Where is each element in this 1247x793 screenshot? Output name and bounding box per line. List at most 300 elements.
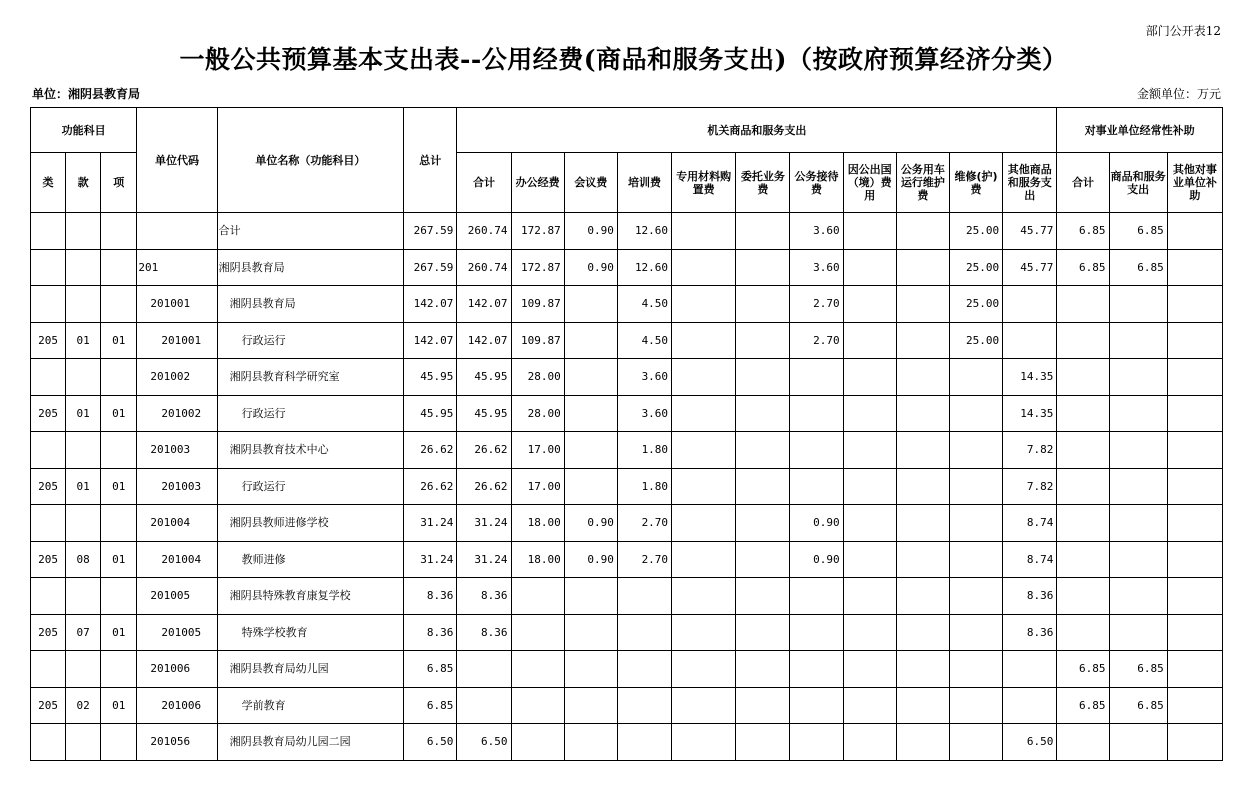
cell-sub-goods: 6.85 — [1109, 651, 1167, 688]
cell-commission — [736, 687, 790, 724]
cell-training: 12.60 — [617, 249, 671, 286]
cell-office — [511, 651, 564, 688]
cell-other: 8.36 — [1003, 578, 1057, 615]
cell-heji: 26.62 — [457, 468, 511, 505]
cell-materials — [672, 395, 736, 432]
header-unit-name: 单位名称（功能科目） — [217, 108, 404, 213]
header-repair: 维修(护)费 — [949, 153, 1002, 213]
cell-code: 201002 — [137, 395, 217, 432]
money-unit-label: 金额单位：万元 — [1136, 87, 1221, 101]
cell-code: 201006 — [137, 651, 217, 688]
cell-training: 2.70 — [617, 505, 671, 542]
cell-heji: 142.07 — [457, 286, 511, 323]
cell-repair: 25.00 — [949, 322, 1002, 359]
cell-xiang — [101, 359, 137, 396]
table-row — [31, 687, 1223, 724]
cell-commission — [736, 724, 790, 761]
table-row — [31, 505, 1223, 542]
table-row — [31, 541, 1223, 578]
cell-name: 行政运行 — [217, 395, 404, 432]
cell-xiang — [101, 578, 137, 615]
cell-meeting: 0.90 — [564, 541, 617, 578]
cell-sub-other — [1167, 541, 1222, 578]
cell-reception: 3.60 — [790, 249, 843, 286]
cell-abroad — [843, 724, 896, 761]
cell-xiang — [101, 286, 137, 323]
cell-vehicle — [896, 468, 949, 505]
cell-xiang — [101, 249, 137, 286]
cell-office: 18.00 — [511, 541, 564, 578]
cell-meeting — [564, 432, 617, 469]
cell-sub-other — [1167, 578, 1222, 615]
cell-office: 109.87 — [511, 286, 564, 323]
cell-commission — [736, 249, 790, 286]
cell-meeting: 0.90 — [564, 249, 617, 286]
cell-total: 142.07 — [404, 286, 457, 323]
cell-xiang: 01 — [101, 322, 137, 359]
cell-code: 201002 — [137, 359, 217, 396]
header-training: 培训费 — [617, 153, 671, 213]
cell-sub-other — [1167, 395, 1222, 432]
table-row — [31, 614, 1223, 651]
cell-meeting — [564, 468, 617, 505]
budget-table — [30, 107, 1223, 761]
header-sub-goods: 商品和服务支出 — [1109, 153, 1167, 213]
cell-total: 267.59 — [404, 249, 457, 286]
cell-materials — [672, 541, 736, 578]
cell-office: 172.87 — [511, 213, 564, 250]
cell-training: 3.60 — [617, 359, 671, 396]
cell-other: 7.82 — [1003, 432, 1057, 469]
cell-code: 201005 — [137, 578, 217, 615]
cell-materials — [672, 213, 736, 250]
cell-xiang: 01 — [101, 687, 137, 724]
table-row — [31, 249, 1223, 286]
cell-reception — [790, 468, 843, 505]
cell-vehicle — [896, 322, 949, 359]
cell-heji: 260.74 — [457, 213, 511, 250]
cell-other: 45.77 — [1003, 213, 1057, 250]
cell-reception — [790, 395, 843, 432]
cell-other — [1003, 651, 1057, 688]
cell-meeting: 0.90 — [564, 505, 617, 542]
table-row — [31, 432, 1223, 469]
cell-reception — [790, 359, 843, 396]
cell-abroad — [843, 249, 896, 286]
cell-training — [617, 687, 671, 724]
cell-kuan — [66, 432, 101, 469]
cell-kuan — [66, 578, 101, 615]
cell-xiang — [101, 432, 137, 469]
cell-commission — [736, 541, 790, 578]
cell-name: 合计 — [217, 213, 404, 250]
cell-training — [617, 651, 671, 688]
cell-code: 201004 — [137, 505, 217, 542]
cell-repair — [949, 395, 1002, 432]
cell-code: 201 — [137, 249, 217, 286]
cell-training: 3.60 — [617, 395, 671, 432]
cell-reception — [790, 614, 843, 651]
cell-heji: 31.24 — [457, 541, 511, 578]
cell-code: 201004 — [137, 541, 217, 578]
cell-total: 26.62 — [404, 432, 457, 469]
cell-vehicle — [896, 395, 949, 432]
cell-other: 45.77 — [1003, 249, 1057, 286]
cell-abroad — [843, 614, 896, 651]
header-office: 办公经费 — [511, 153, 564, 213]
cell-other — [1003, 687, 1057, 724]
cell-office: 18.00 — [511, 505, 564, 542]
cell-lei — [31, 505, 66, 542]
cell-other — [1003, 322, 1057, 359]
table-row — [31, 359, 1223, 396]
header-agency-goods-services: 机关商品和服务支出 — [457, 108, 1057, 153]
cell-meeting — [564, 724, 617, 761]
table-row — [31, 286, 1223, 323]
cell-xiang: 01 — [101, 614, 137, 651]
cell-name: 湘阴县教师进修学校 — [217, 505, 404, 542]
cell-materials — [672, 687, 736, 724]
cell-reception: 3.60 — [790, 213, 843, 250]
cell-code — [137, 213, 217, 250]
cell-heji: 142.07 — [457, 322, 511, 359]
cell-sub-heji: 6.85 — [1057, 687, 1109, 724]
cell-vehicle — [896, 578, 949, 615]
cell-code: 201006 — [137, 687, 217, 724]
cell-office — [511, 724, 564, 761]
cell-reception — [790, 724, 843, 761]
cell-code: 201001 — [137, 286, 217, 323]
cell-repair — [949, 687, 1002, 724]
cell-abroad — [843, 286, 896, 323]
cell-sub-goods: 6.85 — [1109, 213, 1167, 250]
cell-other: 7.82 — [1003, 468, 1057, 505]
cell-kuan: 07 — [66, 614, 101, 651]
cell-materials — [672, 614, 736, 651]
cell-vehicle — [896, 359, 949, 396]
cell-name: 行政运行 — [217, 468, 404, 505]
cell-xiang — [101, 213, 137, 250]
cell-heji: 8.36 — [457, 614, 511, 651]
cell-materials — [672, 724, 736, 761]
table-row — [31, 213, 1223, 250]
cell-lei — [31, 724, 66, 761]
cell-sub-other — [1167, 724, 1222, 761]
table-row — [31, 395, 1223, 432]
cell-vehicle — [896, 505, 949, 542]
form-number: 部门公开表12 — [1145, 24, 1221, 38]
cell-other: 14.35 — [1003, 359, 1057, 396]
cell-total: 8.36 — [404, 578, 457, 615]
cell-abroad — [843, 322, 896, 359]
cell-abroad — [843, 432, 896, 469]
cell-heji — [457, 687, 511, 724]
cell-training: 12.60 — [617, 213, 671, 250]
table-row — [31, 322, 1223, 359]
cell-commission — [736, 213, 790, 250]
cell-reception: 0.90 — [790, 505, 843, 542]
header-subsidy-group: 对事业单位经常性补助 — [1057, 108, 1223, 153]
cell-sub-heji — [1057, 359, 1109, 396]
cell-sub-other — [1167, 432, 1222, 469]
cell-code: 201001 — [137, 322, 217, 359]
cell-vehicle — [896, 249, 949, 286]
cell-sub-goods — [1109, 359, 1167, 396]
cell-training: 4.50 — [617, 322, 671, 359]
cell-lei — [31, 249, 66, 286]
cell-xiang — [101, 505, 137, 542]
cell-sub-goods: 6.85 — [1109, 249, 1167, 286]
cell-abroad — [843, 468, 896, 505]
cell-sub-goods — [1109, 614, 1167, 651]
cell-lei: 205 — [31, 541, 66, 578]
cell-abroad — [843, 359, 896, 396]
cell-sub-heji — [1057, 322, 1109, 359]
cell-meeting — [564, 359, 617, 396]
cell-sub-other — [1167, 359, 1222, 396]
header-commission: 委托业务费 — [736, 153, 790, 213]
cell-reception — [790, 687, 843, 724]
cell-abroad — [843, 651, 896, 688]
cell-repair: 25.00 — [949, 249, 1002, 286]
cell-kuan — [66, 359, 101, 396]
header-abroad: 因公出国（境）费用 — [843, 153, 896, 213]
cell-meeting — [564, 286, 617, 323]
cell-commission — [736, 322, 790, 359]
cell-repair — [949, 541, 1002, 578]
cell-vehicle — [896, 614, 949, 651]
cell-repair — [949, 578, 1002, 615]
header-heji: 合计 — [457, 153, 511, 213]
cell-code: 201003 — [137, 468, 217, 505]
cell-vehicle — [896, 213, 949, 250]
cell-office — [511, 614, 564, 651]
cell-other: 14.35 — [1003, 395, 1057, 432]
cell-kuan — [66, 505, 101, 542]
cell-training: 1.80 — [617, 432, 671, 469]
cell-commission — [736, 432, 790, 469]
cell-office: 28.00 — [511, 359, 564, 396]
cell-training — [617, 724, 671, 761]
cell-sub-heji — [1057, 541, 1109, 578]
cell-lei — [31, 432, 66, 469]
cell-sub-goods — [1109, 468, 1167, 505]
cell-lei: 205 — [31, 687, 66, 724]
cell-kuan — [66, 249, 101, 286]
cell-training: 2.70 — [617, 541, 671, 578]
cell-sub-other — [1167, 322, 1222, 359]
cell-materials — [672, 359, 736, 396]
cell-kuan — [66, 724, 101, 761]
cell-sub-other — [1167, 249, 1222, 286]
cell-kuan — [66, 286, 101, 323]
cell-kuan: 08 — [66, 541, 101, 578]
cell-code: 201056 — [137, 724, 217, 761]
cell-vehicle — [896, 687, 949, 724]
cell-sub-heji — [1057, 432, 1109, 469]
cell-sub-heji — [1057, 614, 1109, 651]
cell-repair — [949, 505, 1002, 542]
page-title: 一般公共预算基本支出表--公用经费(商品和服务支出)（按政府预算经济分类） — [179, 45, 1068, 74]
cell-reception: 2.70 — [790, 322, 843, 359]
cell-repair — [949, 651, 1002, 688]
cell-name: 湘阴县教育局 — [217, 286, 404, 323]
cell-abroad — [843, 505, 896, 542]
cell-sub-heji — [1057, 505, 1109, 542]
cell-repair — [949, 468, 1002, 505]
cell-name: 湘阴县教育科学研究室 — [217, 359, 404, 396]
cell-materials — [672, 468, 736, 505]
cell-heji — [457, 651, 511, 688]
cell-xiang — [101, 651, 137, 688]
cell-abroad — [843, 687, 896, 724]
cell-reception — [790, 651, 843, 688]
cell-meeting — [564, 578, 617, 615]
header-sub-heji: 合计 — [1057, 153, 1109, 213]
cell-kuan — [66, 651, 101, 688]
table-row — [31, 578, 1223, 615]
cell-kuan — [66, 213, 101, 250]
cell-name: 湘阴县教育局 — [217, 249, 404, 286]
cell-name: 行政运行 — [217, 322, 404, 359]
cell-name: 湘阴县特殊教育康复学校 — [217, 578, 404, 615]
cell-heji: 26.62 — [457, 432, 511, 469]
cell-office — [511, 578, 564, 615]
cell-heji: 31.24 — [457, 505, 511, 542]
cell-code: 201005 — [137, 614, 217, 651]
table-row — [31, 651, 1223, 688]
header-reception: 公务接待费 — [790, 153, 843, 213]
cell-vehicle — [896, 541, 949, 578]
cell-office: 109.87 — [511, 322, 564, 359]
cell-lei — [31, 286, 66, 323]
cell-office — [511, 687, 564, 724]
cell-xiang: 01 — [101, 395, 137, 432]
cell-other: 8.74 — [1003, 505, 1057, 542]
cell-materials — [672, 249, 736, 286]
cell-abroad — [843, 213, 896, 250]
cell-sub-other — [1167, 614, 1222, 651]
cell-lei: 205 — [31, 468, 66, 505]
cell-materials — [672, 432, 736, 469]
cell-meeting: 0.90 — [564, 213, 617, 250]
header-kuan: 款 — [66, 153, 101, 213]
header-lei: 类 — [31, 153, 66, 213]
cell-sub-goods — [1109, 505, 1167, 542]
cell-abroad — [843, 541, 896, 578]
header-other: 其他商品和服务支出 — [1003, 153, 1057, 213]
cell-commission — [736, 578, 790, 615]
cell-sub-heji — [1057, 578, 1109, 615]
cell-vehicle — [896, 724, 949, 761]
cell-sub-heji — [1057, 724, 1109, 761]
cell-total: 26.62 — [404, 468, 457, 505]
cell-name: 湘阴县教育局幼儿园 — [217, 651, 404, 688]
cell-name: 学前教育 — [217, 687, 404, 724]
cell-kuan: 01 — [66, 395, 101, 432]
cell-commission — [736, 614, 790, 651]
cell-heji: 8.36 — [457, 578, 511, 615]
table-body — [31, 213, 1223, 761]
cell-office: 28.00 — [511, 395, 564, 432]
table-row — [31, 468, 1223, 505]
cell-training — [617, 614, 671, 651]
header-unit-code: 单位代码 — [137, 108, 217, 213]
cell-kuan: 01 — [66, 468, 101, 505]
cell-materials — [672, 322, 736, 359]
cell-sub-goods — [1109, 286, 1167, 323]
cell-name: 湘阴县教育局幼儿园二园 — [217, 724, 404, 761]
cell-sub-other — [1167, 687, 1222, 724]
cell-sub-goods — [1109, 541, 1167, 578]
cell-name: 教师进修 — [217, 541, 404, 578]
cell-other: 8.74 — [1003, 541, 1057, 578]
cell-sub-heji: 6.85 — [1057, 651, 1109, 688]
cell-repair — [949, 432, 1002, 469]
cell-vehicle — [896, 651, 949, 688]
cell-materials — [672, 578, 736, 615]
cell-total: 31.24 — [404, 541, 457, 578]
cell-sub-other — [1167, 468, 1222, 505]
cell-kuan: 02 — [66, 687, 101, 724]
cell-total: 267.59 — [404, 213, 457, 250]
cell-sub-goods — [1109, 724, 1167, 761]
header-vehicle: 公务用车运行维护费 — [896, 153, 949, 213]
cell-commission — [736, 395, 790, 432]
cell-commission — [736, 359, 790, 396]
cell-lei — [31, 578, 66, 615]
cell-heji: 260.74 — [457, 249, 511, 286]
cell-commission — [736, 286, 790, 323]
cell-total: 45.95 — [404, 359, 457, 396]
cell-sub-other — [1167, 651, 1222, 688]
cell-xiang — [101, 724, 137, 761]
cell-lei: 205 — [31, 322, 66, 359]
cell-vehicle — [896, 432, 949, 469]
cell-other — [1003, 286, 1057, 323]
cell-sub-heji: 6.85 — [1057, 213, 1109, 250]
cell-abroad — [843, 578, 896, 615]
cell-commission — [736, 651, 790, 688]
cell-commission — [736, 468, 790, 505]
cell-sub-heji: 6.85 — [1057, 249, 1109, 286]
cell-sub-goods — [1109, 322, 1167, 359]
cell-total: 6.85 — [404, 651, 457, 688]
cell-sub-goods — [1109, 395, 1167, 432]
header-sub-other: 其他对事业单位补助 — [1167, 153, 1222, 213]
cell-abroad — [843, 395, 896, 432]
cell-meeting — [564, 651, 617, 688]
cell-office: 172.87 — [511, 249, 564, 286]
cell-repair: 25.00 — [949, 213, 1002, 250]
cell-kuan: 01 — [66, 322, 101, 359]
cell-name: 特殊学校教育 — [217, 614, 404, 651]
cell-training: 1.80 — [617, 468, 671, 505]
cell-sub-goods — [1109, 578, 1167, 615]
cell-total: 6.50 — [404, 724, 457, 761]
cell-lei — [31, 359, 66, 396]
cell-office: 17.00 — [511, 468, 564, 505]
cell-code: 201003 — [137, 432, 217, 469]
cell-lei — [31, 651, 66, 688]
cell-repair: 25.00 — [949, 286, 1002, 323]
cell-total: 8.36 — [404, 614, 457, 651]
cell-lei: 205 — [31, 395, 66, 432]
cell-materials — [672, 505, 736, 542]
cell-reception — [790, 432, 843, 469]
cell-total: 31.24 — [404, 505, 457, 542]
cell-xiang: 01 — [101, 541, 137, 578]
